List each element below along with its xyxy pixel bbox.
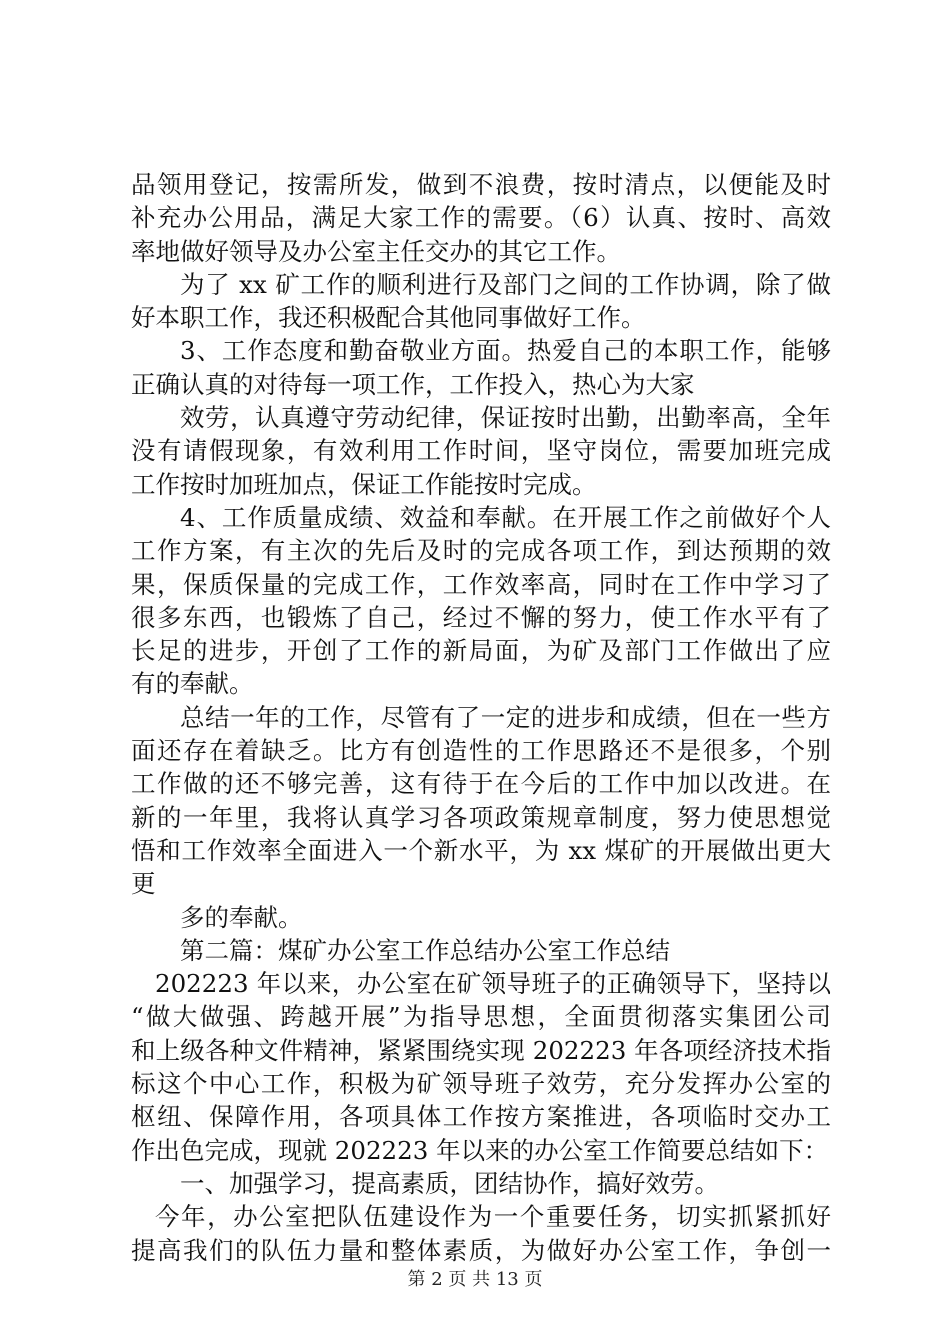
text-line: 好本职工作，我还积极配合其他同事做好工作。 [131,303,646,333]
section-title: 第二篇：煤矿办公室工作总结办公室工作总结 [180,935,670,965]
paragraph-start: 多的奉献。 [180,902,303,932]
text-line: 长足的进步，开创了工作的新局面，为矿及部门工作做出了应 [131,636,831,666]
text-line: 工作方案，有主次的先后及时的完成各项工作，到达预期的效 [131,536,831,566]
document-body [131,168,831,1267]
text-line: 面还存在着缺乏。比方有创造性的工作思路还不是很多，个别 [131,736,831,766]
text-line: “做大做强、跨越开展”为指导思想，全面贯彻落实集团公司 [131,1002,831,1032]
paragraph-start: 今年，办公室把队伍建设作为一个重要任务，切实抓紧抓好 [155,1202,831,1232]
text-line: 很多东西，也锻炼了自己，经过不懈的努力，使工作水平有了 [131,602,831,632]
text-line: 补充办公用品，满足大家工作的需要。（6）认真、按时、高效 [131,203,831,233]
paragraph-start: 效劳，认真遵守劳动纪律，保证按时出勤，出勤率高，全年 [180,403,831,433]
text-line: 作出色完成，现就 202223 年以来的办公室工作简要总结如下： [131,1135,829,1165]
text-line: 果，保质保量的完成工作，工作效率高，同时在工作中学习了 [131,569,831,599]
text-line: 悟和工作效率全面进入一个新水平，为 xx 煤矿的开展做出更大 [131,835,831,865]
paragraph-start: 3、工作态度和勤奋敬业方面。热爱自己的本职工作，能够 [180,336,831,366]
text-line: 更 [131,869,156,899]
paragraph-start: 202223 年以来，办公室在矿领导班子的正确领导下，坚持以 [155,969,831,999]
text-line: 正确认真的对待每一项工作，工作投入，热心为大家 [131,369,695,399]
page-footer: 第 2 页 共 13 页 [407,1269,543,1290]
paragraph-start: 总结一年的工作，尽管有了一定的进步和成绩，但在一些方 [180,702,831,732]
text-line: 标这个中心工作，积极为矿领导班子效劳，充分发挥办公室的 [131,1069,831,1099]
text-line: 品领用登记，按需所发，做到不浪费，按时清点，以便能及时 [131,170,831,199]
text-line: 新的一年里，我将认真学习各项政策规章制度，努力使思想觉 [131,802,831,832]
paragraph-start: 为了 xx 矿工作的顺利进行及部门之间的工作协调，除了做 [180,269,831,299]
text-line: 没有请假现象，有效利用工作时间，坚守岗位，需要加班完成 [131,436,831,466]
text-line: 和上级各种文件精神，紧紧围绕实现 202223 年各项经济技术指 [131,1035,831,1065]
paragraph-start: 4、工作质量成绩、效益和奉献。在开展工作之前做好个人 [180,502,831,532]
text-line: 率地做好领导及办公室主任交办的其它工作。 [131,236,621,266]
text-line: 枢纽、保障作用，各项具体工作按方案推进，各项临时交办工 [131,1102,831,1132]
text-line: 提高我们的队伍力量和整体素质，为做好办公室工作，争创一 [131,1235,831,1265]
section-heading: 一、加强学习，提高素质，团结协作，搞好效劳。 [180,1168,719,1198]
text-line: 有的奉献。 [131,669,254,699]
text-line: 工作做的还不够完善，这有待于在今后的工作中加以改进。在 [131,769,831,799]
text-line: 工作按时加班加点，保证工作能按时完成。 [131,469,597,499]
